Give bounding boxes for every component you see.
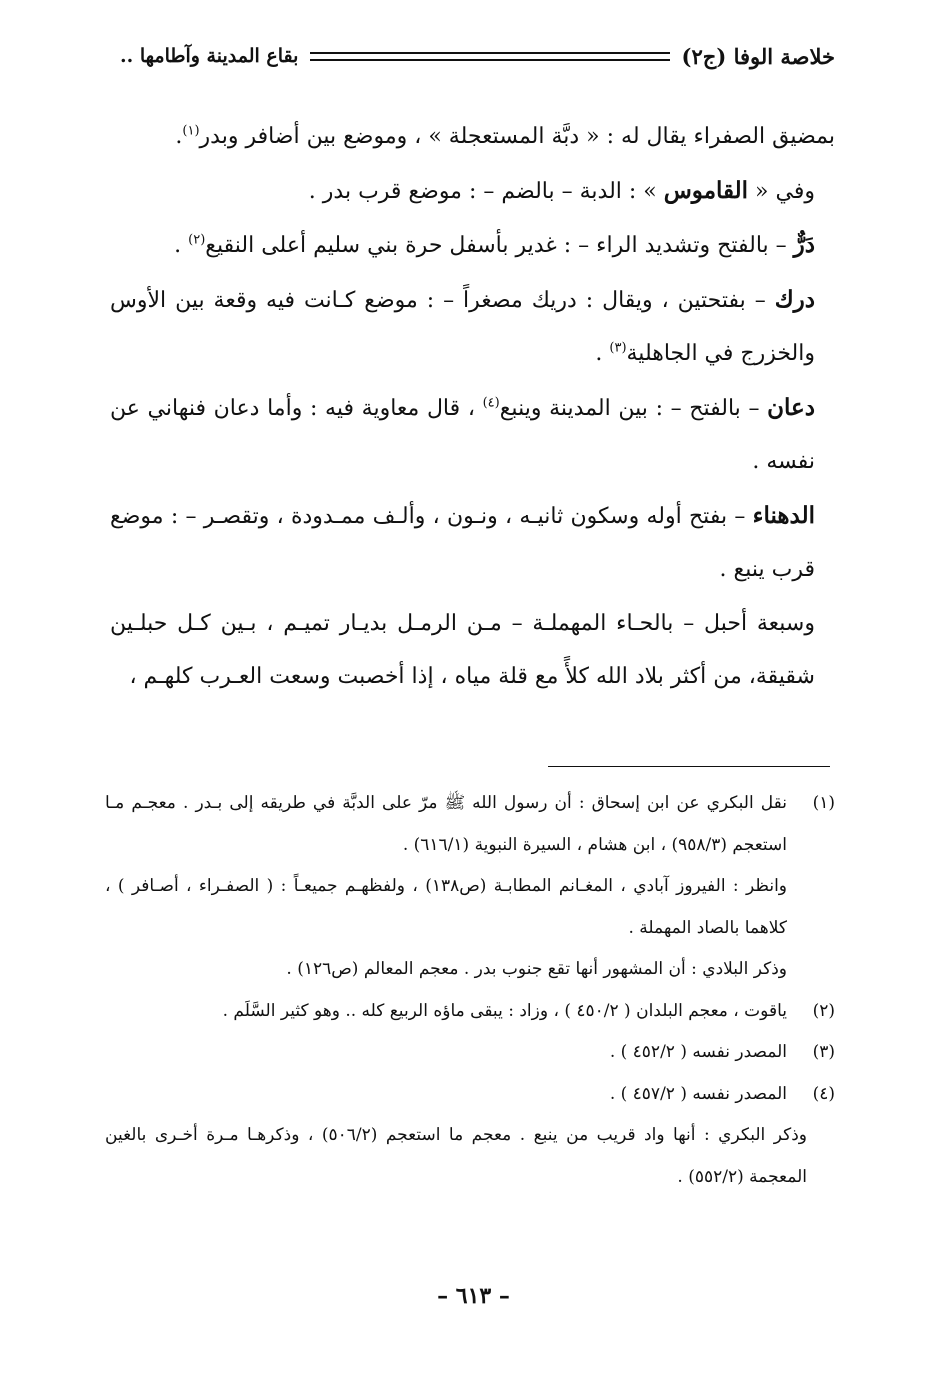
footnote-ref-2[interactable]: (٢) — [188, 232, 206, 248]
footnote-number: (٤) — [812, 1083, 835, 1104]
paragraph-5: دعان – بالفتح – : بين المدينة وينبع$^{(٤)}$ ، قال معاوية فيه : وأما دعان فنهاني عن نفسه . — [110, 393, 815, 474]
paragraph-7: وسبعة أحبل – بالحـاء المهملـة – مـن الرمـل بديـار تميـم ، بـين كـل حبلـين شقيقة، من أكثر بلاد الله كلأً مع قلة مياه ، إذا أخصبت وسعت العـرب كلهـم ، — [110, 610, 815, 689]
footnote-separator — [548, 766, 830, 767]
term-dahnaa: الدهناء — [752, 501, 815, 529]
term-darr: دَرٌّ — [793, 231, 815, 258]
footnote-number: (٣) — [812, 1042, 835, 1062]
footnote-4-continued: وذكر البكري : أنها واد قريب من ينبع . معجم ما استعجم (٥٠٦/٢) ، وذكرهـا مـرة أخـرى بالغين المعجمة (٥٥٢/٢) . — [105, 1125, 807, 1187]
book-title: خلاصة الوفا (ج٢) — [681, 43, 835, 69]
page-number: – ٦١٣ – — [437, 1283, 510, 1309]
footnote-ref-1[interactable]: (١) — [182, 123, 200, 139]
footnote-4: (٤) المصدر نفسه ( ٤٥٧/٢ ) . — [105, 1074, 835, 1116]
footnote-number: (٢) — [812, 1000, 835, 1021]
term-deaan: دعان — [767, 393, 815, 421]
header-rule — [310, 52, 669, 61]
running-header — [120, 36, 835, 76]
paragraph-1: بمضيق الصفراء يقال له : « دبَّة المستعجلة » ، وموضع بين أضافر وبدر$^{(١)}$. — [175, 123, 835, 149]
paragraph-3: دَرٌّ – بالفتح وتشديد الراء – : غدير بأسفل حرة بني سليم أعلى النقيع$^{(٢)}$ . — [174, 231, 815, 258]
footnote-ref-3[interactable]: (٣) — [609, 340, 627, 356]
term-darak: درك — [774, 285, 815, 313]
footnote-1-continued: وانظر : الفيروز آبادي ، المغـانم المطابـة (ص١٣٨) ، ولفظهـم جميعـاً : ( الصفـراء ، أصـافر ) ، كلاهما بالصاد المهملة . — [105, 876, 787, 938]
paragraph-6: الدهناء – بفتح أوله وسكون ثانيـه ، ونـون ، وألـف ممـدودة ، وتقصـر – : موضع قرب ينبع . — [110, 501, 815, 582]
chapter-title: بقاع المدينة وآطامها .. — [120, 45, 299, 67]
footnote-number: (١) — [812, 793, 835, 813]
footnotes — [105, 783, 835, 1198]
footnote-3: (٣) المصدر نفسه ( ٤٥٢/٢ ) . — [105, 1032, 835, 1074]
footnote-1: (١) نقل البكري عن ابن إسحاق : أن رسول الله ﷺ مرّ على الدبَّة في طريقه إلى بـدر . معجـم مـا استعجم (٩٥٨/٣) ، ابن هشام ، السيرة النبوية (٦١٦/١) . — [105, 783, 835, 866]
paragraph-4: درك – بفتحتين ، ويقال : دريك مصغراً – : موضع كـانت فيه وقعة بين الأوس والخزرج في الجاهلية$^{(٣)}$ . — [110, 285, 815, 366]
footnote-ref-4[interactable]: (٤) — [482, 395, 500, 411]
paragraph-2: وفي « القاموس » : الدبة – بالضم – : موضع قرب بدر . — [308, 176, 815, 204]
footnote-1-continued: وذكر البلادي : أن المشهور أنها تقع جنوب بدر . معجم المعالم (ص١٢٦) . — [286, 959, 787, 979]
main-text — [110, 110, 835, 704]
footnote-2: (٢) ياقوت ، معجم البلدان ( ٤٥٠/٢ ) ، وزاد : يبقى ماؤه الربيع كله .. وهو كثير السَّلَم . — [105, 991, 835, 1033]
term-qamus: القاموس — [663, 176, 749, 204]
